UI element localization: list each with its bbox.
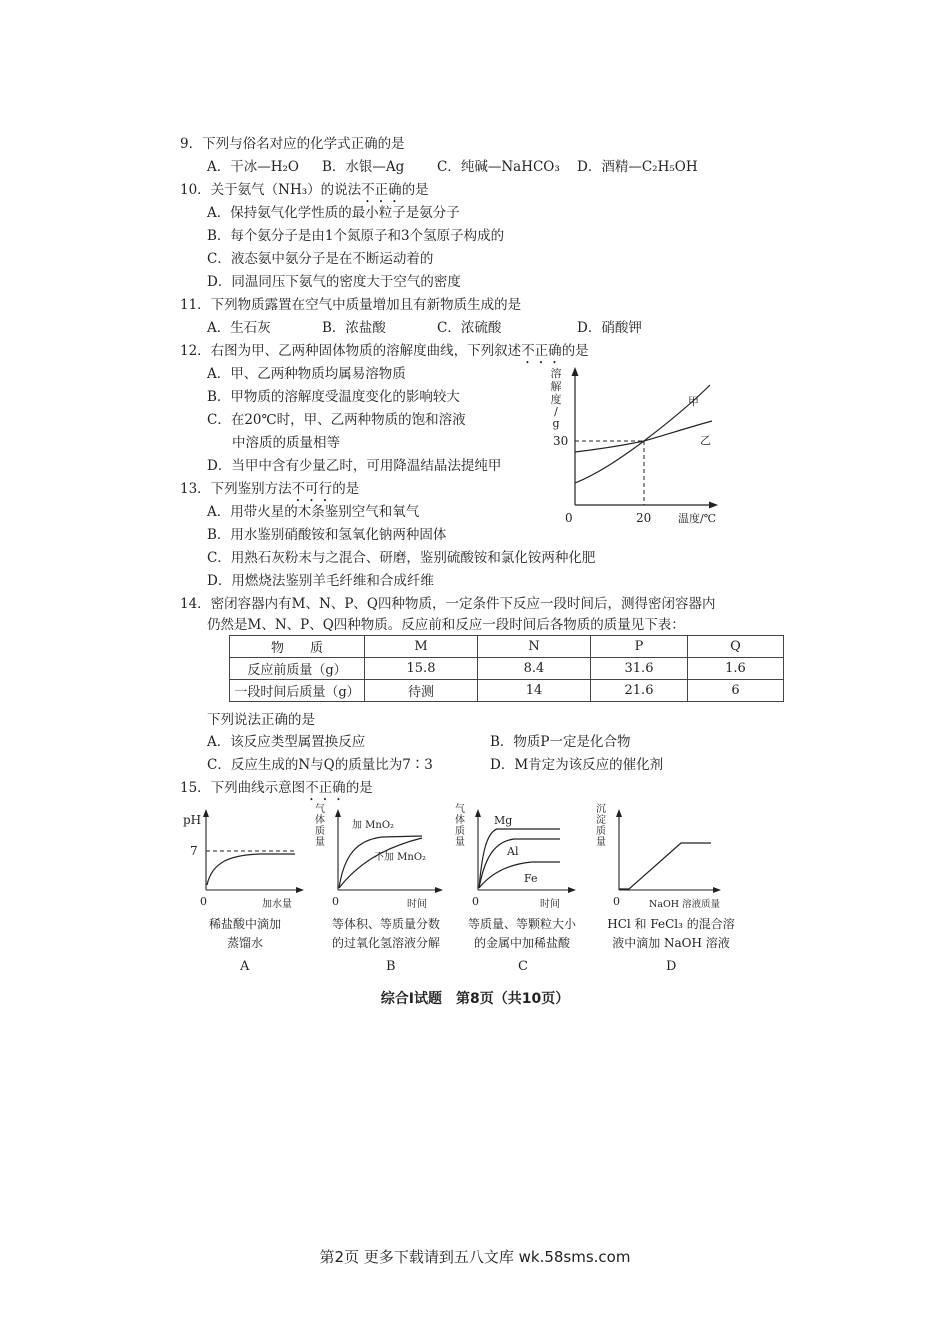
table-row xyxy=(230,658,784,680)
q14-option-c: C．反应生成的N与Q的质量比为7∶3 xyxy=(207,757,433,773)
q13-stem-pre: 13．下列鉴别方法 xyxy=(180,481,292,497)
graph-c-y-arrow xyxy=(475,809,481,817)
graph-a-caption-line1: 稀盐酸中滴加 xyxy=(208,917,281,931)
q12-stem xyxy=(180,342,589,367)
table-cell: 21.6 xyxy=(591,680,688,702)
graph-b-ylabel-char-1: 气 xyxy=(315,804,325,815)
q10-option-c: C．液态氨中氨分子是在不断运动着的 xyxy=(207,251,434,267)
q14-option-a: A．该反应类型属置换反应 xyxy=(207,734,366,750)
q10-stem-post: 的是 xyxy=(401,182,429,198)
graph-b-curve-without-mno2 xyxy=(339,838,422,888)
graph-c-label-mg: Mg xyxy=(494,814,513,827)
q15-graph-a xyxy=(180,800,310,910)
q12-option-c-cont: 中溶质的质量相等 xyxy=(232,435,340,451)
q12-x-tick-20: 20 xyxy=(636,511,652,525)
graph-d-x-arrow xyxy=(713,887,721,893)
graph-d-y-arrow xyxy=(616,809,622,817)
table-header-cell: N xyxy=(478,636,591,658)
graph-c-curve-mg xyxy=(479,829,560,888)
table-row xyxy=(230,680,784,702)
q11-stem: 11．下列物质露置在空气中质量增加且有新物质生成的是 xyxy=(180,297,522,313)
q12-curve-yi xyxy=(575,421,712,452)
site-footer: 第2页 更多下载请到五八文库 wk.58sms.com xyxy=(319,1248,631,1266)
q10-option-d: D．同温同压下氨气的密度大于空气的密度 xyxy=(207,274,461,290)
q13-option-d: D．用燃烧法鉴别羊毛纤维和合成纤维 xyxy=(207,573,434,589)
graph-c-x-arrow xyxy=(568,887,576,893)
q12-ylabel-char-1: 溶 xyxy=(550,367,562,380)
q13-stem xyxy=(180,480,359,505)
q10-option-a: A．保持氨气化学性质的最小粒子是氨分子 xyxy=(207,205,460,221)
q13-option-c: C．用熟石灰粉末与之混合、研磨，鉴别硫酸铵和氯化铵两种化肥 xyxy=(207,550,596,566)
q11-option-a: A．生石灰 xyxy=(207,320,271,336)
q12-curve-label-jia: 甲 xyxy=(688,395,699,408)
q13-stem-emphasis: 不可行 xyxy=(291,481,333,497)
q12-xlabel: 温度/℃ xyxy=(678,512,717,525)
q12-stem-post: 的是 xyxy=(561,343,589,359)
q14-prompt: 下列说法正确的是 xyxy=(207,712,315,728)
table-header-cell: P xyxy=(591,636,688,658)
table-row-header xyxy=(230,636,784,658)
graph-d-xlabel: NaOH 溶液质量 xyxy=(649,899,721,910)
graph-b-label-without-mno2: 不加 MnO₂ xyxy=(374,852,427,863)
q13-option-b: B．用水鉴别硝酸铵和氢氧化钠两种固体 xyxy=(207,527,447,543)
q13-stem-post: 的是 xyxy=(332,481,360,497)
q11-option-c: C．浓硫酸 xyxy=(437,320,502,336)
graph-a-caption xyxy=(190,915,300,953)
q9-option-a: A．干冰—H₂O xyxy=(207,159,300,175)
q12-option-c: C．在20℃时，甲、乙两种物质的饱和溶液 xyxy=(207,412,466,428)
graph-a-caption-line2: 蒸馏水 xyxy=(226,936,263,950)
graph-d-ylabel-char-4: 量 xyxy=(596,837,606,848)
q15-graph-b xyxy=(312,800,452,910)
graph-b-label-with-mno2: 加 MnO₂ xyxy=(352,820,395,831)
q9-stem: 9．下列与俗名对应的化学式正确的是 xyxy=(180,136,405,152)
q9-option-c: C．纯碱—NaHCO₃ xyxy=(437,159,560,175)
graph-c-origin: 0 xyxy=(472,895,479,908)
graph-c-caption-line1: 等质量、等颗粒大小 xyxy=(467,917,576,931)
q14-stem-line2: 仍然是M、N、P、Q四种物质。反应前和反应一段时间后各物质的质量见下表： xyxy=(207,617,685,633)
graph-d-ylabel-char-1: 沉 xyxy=(596,804,606,815)
graph-d-caption-line2: 液中滴加 NaOH 溶液 xyxy=(612,936,730,950)
q12-y-tick-30: 30 xyxy=(553,434,569,448)
graph-b-letter: B xyxy=(386,959,396,974)
graph-c-caption-line2: 的金属中加稀盐酸 xyxy=(473,936,570,950)
q12-ylabel-char-2: 解 xyxy=(550,380,562,393)
graph-b-xlabel: 时间 xyxy=(407,899,427,910)
table-cell: 一段时间后质量（g） xyxy=(230,680,365,702)
q15-stem-post: 的是 xyxy=(345,780,373,796)
graph-a-ylabel: pH xyxy=(183,813,202,827)
graph-c-caption xyxy=(452,915,592,953)
graph-c-curve-fe xyxy=(479,862,560,888)
q12-stem-emphasis: 不正确 xyxy=(521,343,562,359)
graph-d-letter: D xyxy=(666,959,677,974)
q15-stem-emphasis: 不正确 xyxy=(305,780,346,796)
table-cell: 6 xyxy=(688,680,784,702)
graph-c-xlabel: 时间 xyxy=(540,899,560,910)
q11-option-b: B．浓盐酸 xyxy=(322,320,386,336)
table-header-cell: 物 质 xyxy=(230,636,365,658)
q12-ylabel-char-3: 度 xyxy=(550,393,562,406)
graph-a-curve xyxy=(207,854,295,885)
q10-stem-emphasis: 不正确 xyxy=(361,182,402,198)
graph-d-origin: 0 xyxy=(613,895,620,908)
table-header-cell: Q xyxy=(688,636,784,658)
graph-b-origin: 0 xyxy=(332,895,339,908)
q10-stem xyxy=(180,181,429,206)
graph-a-tick-7: 7 xyxy=(190,844,198,858)
table-cell: 待测 xyxy=(365,680,478,702)
table-cell: 8.4 xyxy=(478,658,591,680)
q12-ylabel-char-4: / xyxy=(554,405,558,418)
q15-stem-pre: 15．下列曲线示意图 xyxy=(180,780,306,796)
graph-c-label-al: Al xyxy=(507,845,519,858)
q12-option-d: D．当甲中含有少量乙时，可用降温结晶法提纯甲 xyxy=(207,458,502,474)
graph-c-label-fe: Fe xyxy=(524,872,538,885)
q12-origin: 0 xyxy=(565,511,573,525)
graph-b-y-arrow xyxy=(335,809,341,817)
graph-b-ylabel-char-2: 体 xyxy=(315,815,325,826)
graph-b-ylabel-char-3: 质 xyxy=(315,826,325,837)
graph-a-xlabel: 加水量 xyxy=(262,899,292,910)
q12-curve-label-yi: 乙 xyxy=(700,434,711,447)
graph-c-ylabel-char-3: 质 xyxy=(455,826,465,837)
q12-x-axis-arrow xyxy=(709,502,718,509)
q13-option-a: A．用带火星的木条鉴别空气和氧气 xyxy=(207,504,420,520)
exam-page-footer: 综合Ⅰ试题 第8页（共10页） xyxy=(380,991,570,1007)
q14-mass-table xyxy=(229,635,784,702)
graph-d-caption xyxy=(596,915,746,953)
graph-d-line xyxy=(619,843,711,889)
graph-c-letter: C xyxy=(518,959,528,974)
q12-ylabel-char-5: g xyxy=(552,417,560,430)
graph-a-letter: A xyxy=(240,959,250,974)
graph-a-y-arrow xyxy=(203,809,209,817)
table-cell: 1.6 xyxy=(688,658,784,680)
graph-d-ylabel-char-2: 淀 xyxy=(596,815,606,826)
graph-d-caption-line1: HCl 和 FeCl₃ 的混合溶 xyxy=(607,917,735,931)
table-cell: 反应前质量（g） xyxy=(230,658,365,680)
graph-c-ylabel-char-2: 体 xyxy=(455,815,465,826)
q12-stem-pre: 12．右图为甲、乙两种固体物质的溶解度曲线，下列叙述 xyxy=(180,343,522,359)
graph-c-ylabel-char-1: 气 xyxy=(455,804,465,815)
graph-c-ylabel-char-4: 量 xyxy=(455,837,465,848)
graph-b-ylabel-char-4: 量 xyxy=(315,837,325,848)
table-cell: 15.8 xyxy=(365,658,478,680)
q14-stem-line1: 14．密闭容器内有M、N、P、Q四种物质，一定条件下反应一段时间后，测得密闭容器内 xyxy=(180,596,716,612)
q11-option-d: D．硝酸钾 xyxy=(577,320,642,336)
q15-graph-d xyxy=(593,800,733,910)
q12-option-a: A．甲、乙两种物质均属易溶物质 xyxy=(207,366,406,382)
graph-b-caption-line2: 的过氧化氢溶液分解 xyxy=(331,936,440,950)
q12-solubility-graph xyxy=(540,355,740,530)
q9-option-d: D．酒精—C₂H₅OH xyxy=(577,159,698,175)
q10-stem-pre: 10．关于氨气（NH₃）的说法 xyxy=(180,182,362,198)
q10-option-b: B．每个氨分子是由1个氮原子和3个氢原子构成的 xyxy=(207,228,505,244)
q12-option-b: B．甲物质的溶解度受温度变化的影响较大 xyxy=(207,389,460,405)
graph-b-x-arrow xyxy=(435,887,443,893)
q15-graph-c xyxy=(452,800,582,910)
q9-option-b: B．水银—Ag xyxy=(322,159,405,175)
graph-a-origin: 0 xyxy=(200,895,207,908)
table-header-cell: M xyxy=(365,636,478,658)
graph-b-caption xyxy=(312,915,460,953)
q14-option-d: D．M肯定为该反应的催化剂 xyxy=(490,757,664,773)
q12-y-axis-arrow xyxy=(572,367,579,376)
table-cell: 31.6 xyxy=(591,658,688,680)
graph-b-caption-line1: 等体积、等质量分数 xyxy=(331,917,440,931)
graph-d-ylabel-char-3: 质 xyxy=(596,826,606,837)
q14-option-b: B．物质P一定是化合物 xyxy=(490,734,631,750)
graph-a-x-arrow xyxy=(296,887,304,893)
table-cell: 14 xyxy=(478,680,591,702)
